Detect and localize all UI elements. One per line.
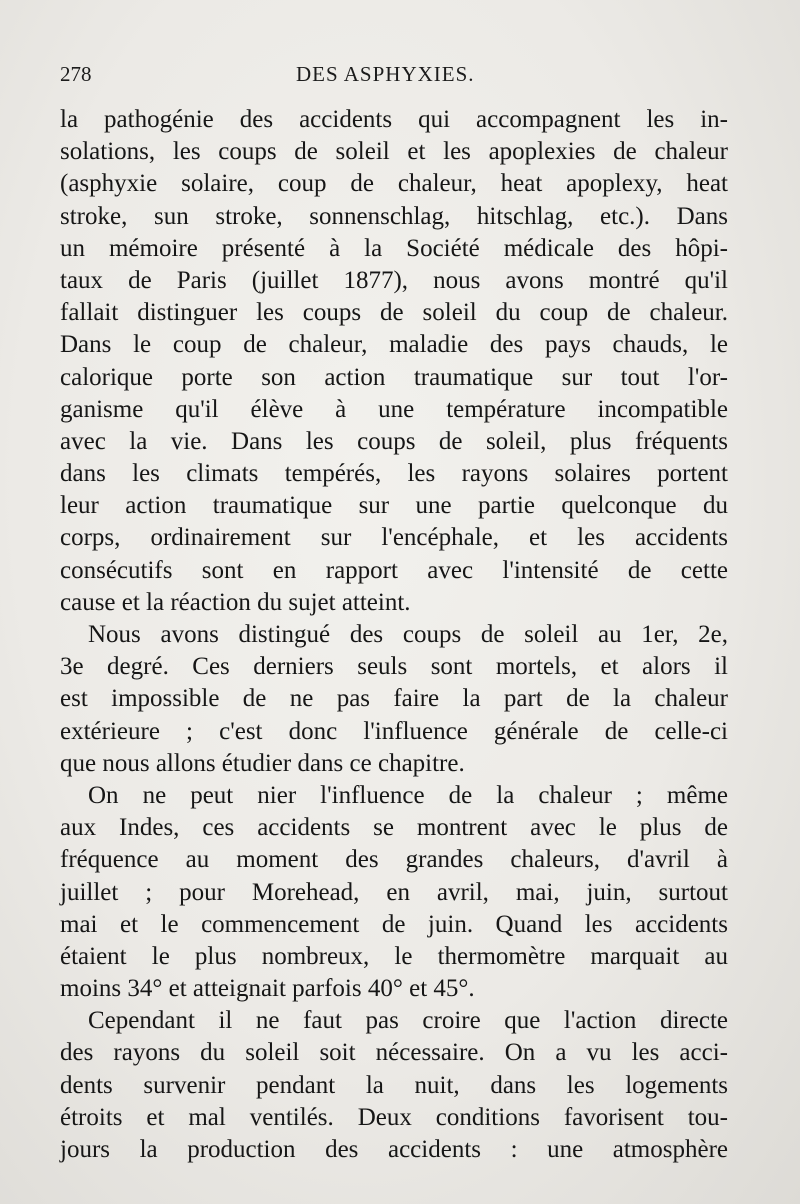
text-line: des rayons du soleil soit nécessaire. On a vu les acci- [60,1039,728,1067]
text-line: extérieure ; c'est donc l'influence générale de celle-ci [60,717,728,745]
text-line: étroits et mal ventilés. Deux conditions favorisent tou- [60,1103,728,1131]
text-line: corps, ordinairement sur l'encéphale, et les accidents [60,524,728,552]
text-line: solations, les coups de soleil et les apoplexies de chaleur [60,138,728,166]
text-line: On ne peut nier l'influence de la chaleur ; même [88,781,728,809]
text-line: un mémoire présenté à la Société médicale des hôpi- [60,234,728,262]
text-line: ganisme qu'il élève à une température incompatible [60,395,728,423]
running-title: DES ASPHYXIES. [296,62,475,86]
text-line: étaient le plus nombreux, le thermomètre marquait au [60,942,728,970]
text-line: mai et le commencement de juin. Quand les accidents [60,910,728,938]
text-line: calorique porte son action traumatique sur tout l'or- [60,363,728,391]
page-number: 278 [60,62,92,86]
text-line: moins 34° et atteignait parfois 40° et 45°. [60,975,475,1003]
text-line: avec la vie. Dans les coups de soleil, plus fréquents [60,427,728,455]
text-line: Nous avons distingué des coups de soleil au 1er, 2e, [88,621,728,648]
text-line: taux de Paris (juillet 1877), nous avons montré qu'il [60,266,728,294]
text-line: fallait distinguer les coups de soleil du coup de chaleur. [60,299,728,327]
text-line: juillet ; pour Morehead, en avril, mai, juin, surtout [60,878,728,906]
text-line: leur action traumatique sur une partie quelconque du [60,492,728,520]
text-line: consécutifs sont en rapport avec l'intensité de cette [60,556,728,584]
text-line: Cependant il ne faut pas croire que l'action directe [88,1007,728,1035]
text-line: jours la production des accidents : une atmosphère [60,1136,728,1163]
text-line: Dans le coup de chaleur, maladie des pays chauds, le [60,331,728,359]
text-line: dents survenir pendant la nuit, dans les logements [60,1071,728,1099]
text-line: (asphyxie solaire, coup de chaleur, heat apoplexy, heat [60,170,728,198]
text-line: 3e degré. Ces derniers seuls sont mortels, et alors il [60,653,728,681]
body-text [60,104,728,1166]
text-line: que nous allons étudier dans ce chapitre. [60,749,465,777]
text-line: fréquence au moment des grandes chaleurs, d'avril à [60,846,728,874]
text-line: aux Indes, ces accidents se montrent avec le plus de [60,814,728,842]
text-line: dans les climats tempérés, les rayons solaires portent [60,460,728,488]
text-line: stroke, sun stroke, sonnenschlag, hitschlag, etc.). Dans [60,202,728,230]
text-line: la pathogénie des accidents qui accompagnent les in- [60,106,728,133]
text-line: est impossible de ne pas faire la part de la chaleur [60,685,728,713]
page-header [60,62,730,94]
text-line: cause et la réaction du sujet atteint. [60,588,411,616]
